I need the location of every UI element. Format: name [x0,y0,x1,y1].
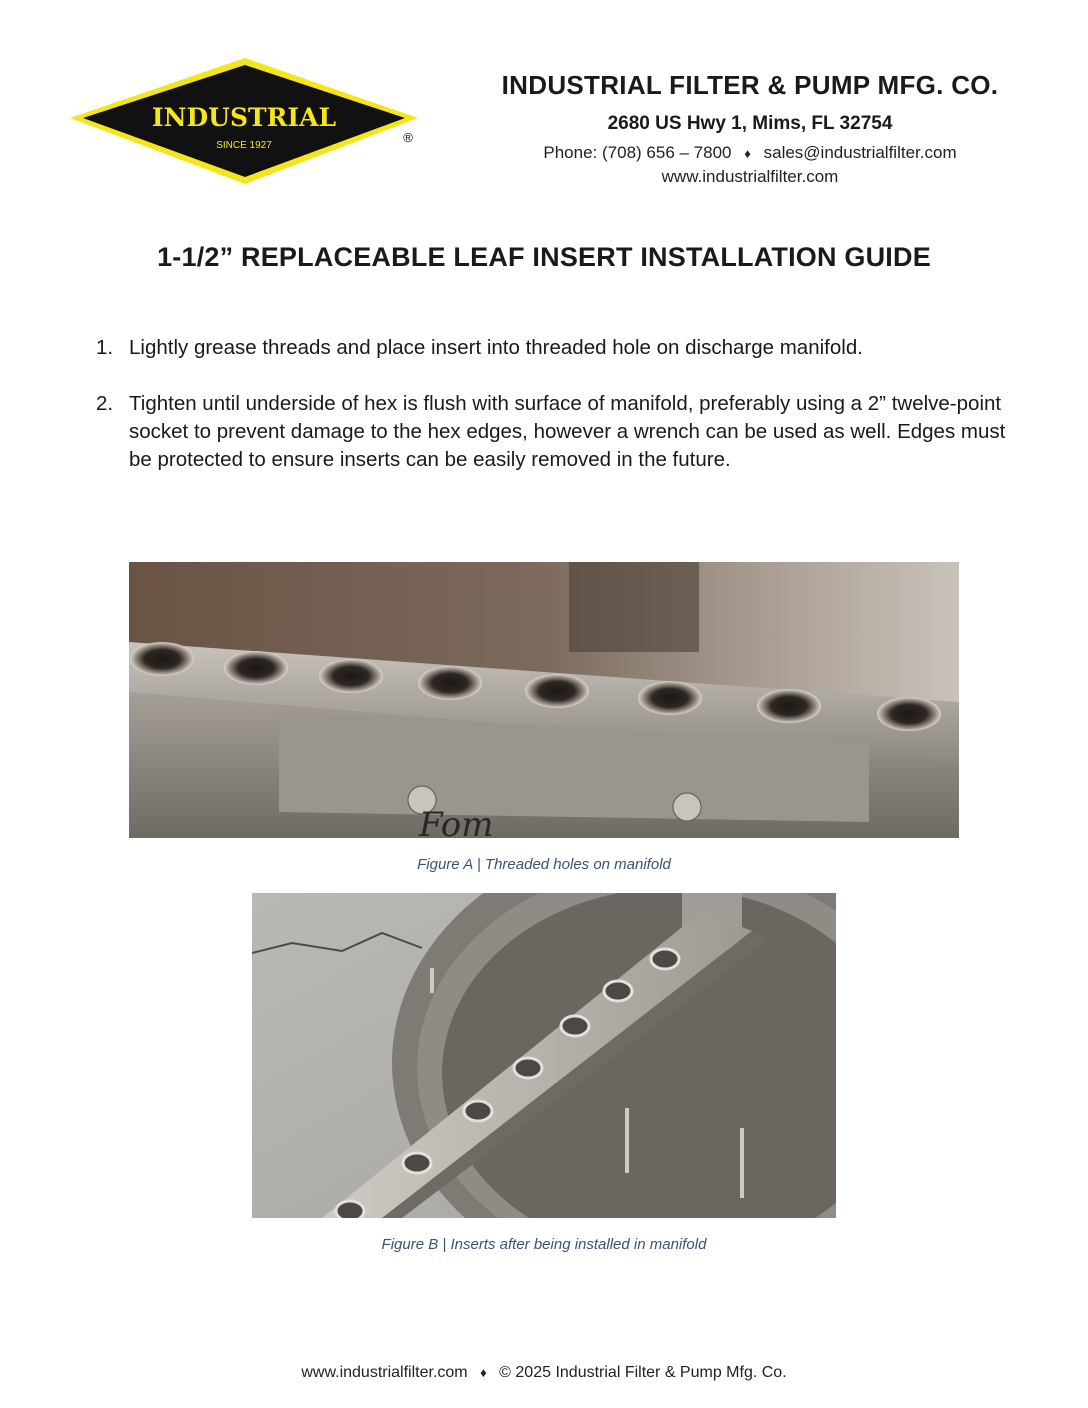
step-number: 2. [96,392,114,415]
company-website[interactable]: www.industrialfilter.com [661,167,839,186]
logo-since: SINCE 1927 [216,140,272,151]
page-footer [0,1364,1088,1382]
figure-b-caption: Figure B | Inserts after being installed in manifold [381,1236,707,1253]
diamond-separator-icon: ♦ [480,1365,487,1380]
company-name: INDUSTRIAL FILTER & PUMP MFG. CO. [501,70,999,100]
company-logo [62,56,422,188]
company-address: 2680 US Hwy 1, Mims, FL 32754 [607,113,893,134]
company-phone: Phone: (708) 656 – 7800 [543,143,732,162]
footer-website[interactable]: www.industrialfilter.com [301,1364,468,1381]
installation-steps [96,334,1026,502]
figure-a-photo [129,562,959,838]
logo-wordmark: INDUSTRIAL [151,103,337,132]
company-header [470,70,1030,187]
page-title: 1-1/2” REPLACEABLE LEAF INSERT INSTALLATION GUIDE [157,242,931,272]
marker-handwriting: Fom [419,805,494,838]
figure-a-caption: Figure A | Threaded holes on manifold [417,856,671,873]
step-item [96,390,1026,474]
footer-copyright: © 2025 Industrial Filter & Pump Mfg. Co. [499,1364,787,1381]
diamond-separator-icon: ♦ [744,146,751,161]
company-email[interactable]: sales@industrialfilter.com [763,143,957,162]
step-number: 1. [96,336,114,359]
step-text: Lightly grease threads and place insert into threaded hole on discharge manifold. [129,336,863,359]
step-item [96,334,1026,362]
step-text: Tighten until underside of hex is flush with surface of manifold, preferably using a 2” twelve-point socket to prevent damage to the hex edges, however a wrench can be used as well. Edges must be protected to ensure inserts can be easily removed in the future. [129,392,1006,471]
figure-b-photo [252,893,836,1218]
registered-mark: ® [403,130,413,145]
company-contact [470,143,1030,163]
